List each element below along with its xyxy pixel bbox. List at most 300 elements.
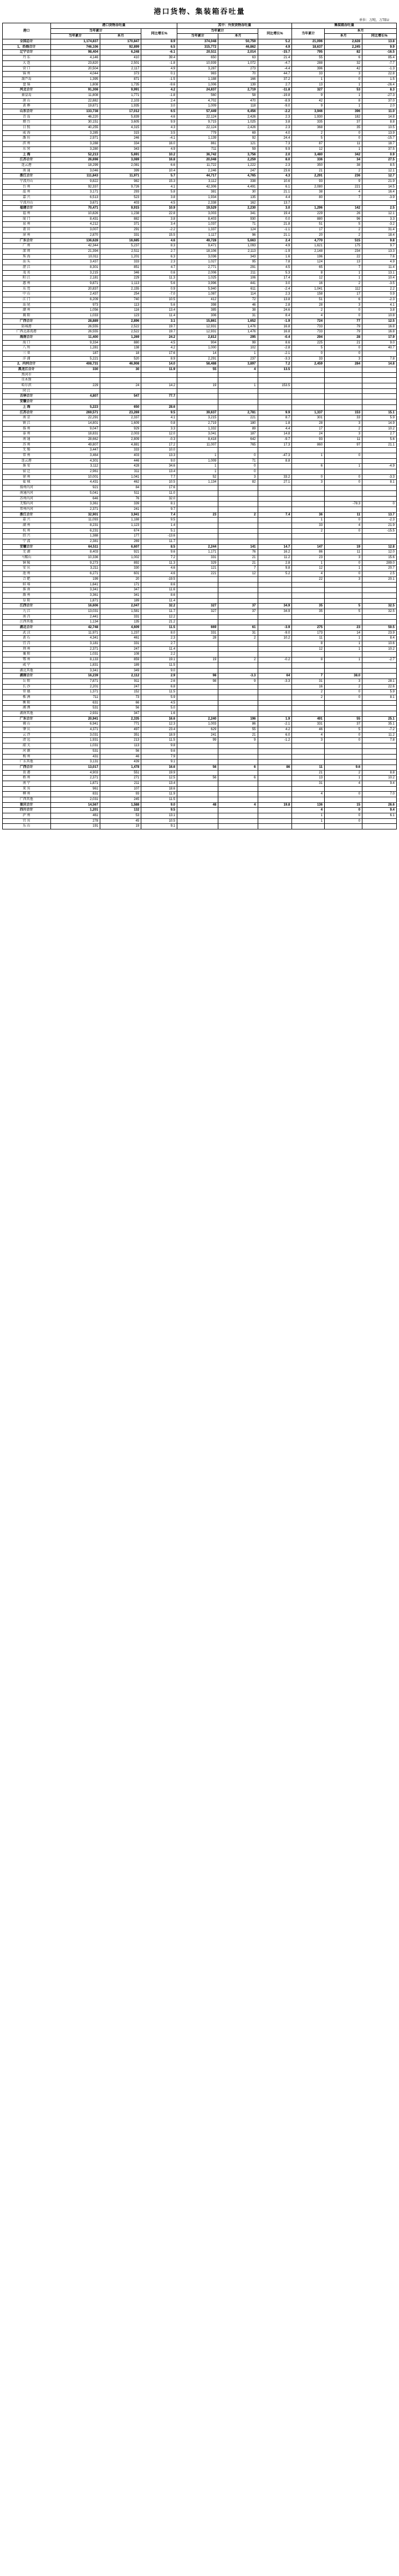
row-value: 2 [292,130,325,136]
row-value: 1,031 [50,652,100,657]
row-value: 225 [292,340,325,346]
row-value: 831 [50,792,100,797]
row-value: 646 [50,496,100,502]
row-value: 1 [325,104,362,109]
row-value: 141 [218,544,258,550]
row-value [258,760,292,765]
row-value [177,818,218,824]
row-value: 1,808 [50,82,100,88]
row-value: 14.0 [141,362,177,367]
row-value: 929 [100,426,141,432]
row-value: 20,504 [50,66,100,72]
row-label: 云 浮 [3,732,51,738]
row-value: 1,831 [50,662,100,668]
row-value: 23 [325,625,362,631]
table-row [3,786,397,792]
row-value: 7.7 [141,474,177,480]
row-value: -8.9 [258,98,292,104]
row-label: 广西合计 [3,765,51,770]
row-value: 3,112 [177,179,218,184]
row-value [177,695,218,700]
row-label: 防城港 [3,324,51,330]
row-value [362,662,397,668]
row-value: 2,628 [325,39,362,45]
row-value: 3.1 [141,318,177,324]
row-value: 3,112 [50,464,100,469]
row-value: 55 [325,716,362,722]
row-value: 31 [292,781,325,786]
row-value: -3.3 [258,679,292,684]
row-value: 11,007 [177,442,218,448]
table-row [3,732,397,738]
row-value: 28 [292,302,325,308]
row-value [362,786,397,792]
row-value: 153 [325,410,362,416]
row-value: 14,567 [50,802,100,808]
table-row [3,416,397,421]
row-label: 宜 昌 [3,641,51,647]
row-value: 11,971 [50,630,100,636]
row-value: 77.7 [141,394,177,399]
row-value: 10.8 [362,313,397,319]
row-value [362,797,397,803]
row-value: 4.5 [141,200,177,206]
row-value: 1,056 [50,308,100,313]
row-value: 19,529 [177,206,218,211]
header-foreign-cum-group: 当年累计 [177,28,258,34]
row-value: 289.0 [362,560,397,566]
row-value: 306 [177,313,218,319]
row-value [292,760,325,765]
table-row [3,485,397,491]
row-value: 80 [292,195,325,201]
table-row [3,378,397,383]
row-label: 湘 潭 [3,706,51,711]
row-value [258,646,292,652]
row-value: 1,871 [50,598,100,604]
row-value: 2 [218,657,258,663]
row-value: 560 [177,93,218,98]
row-value: 21.2 [141,620,177,625]
row-value: 20.1 [362,576,397,582]
row-value: 20,837 [50,286,100,292]
row-value: 59 [218,146,258,152]
row-value [218,770,258,776]
header-cargo-month: 本月 [100,34,141,39]
row-value: 880 [100,340,141,346]
row-value: 4,146 [50,55,100,61]
row-label: 河 源 [3,748,51,754]
row-value: 189 [100,662,141,668]
row-value: 2,014 [218,50,258,55]
row-value: 46,220 [50,114,100,120]
row-value [177,588,218,593]
row-value: 0 [325,313,362,319]
row-value: 39,637 [177,410,218,416]
row-value: 2,201 [50,684,100,690]
row-value: 441 [218,281,258,287]
row-value: 19 [325,544,362,550]
table-row [3,668,397,674]
row-value: -9.0 [258,104,292,109]
row-value: 531 [50,748,100,754]
table-row [3,114,397,120]
table-row [3,716,397,722]
row-value: 1,337 [177,227,218,233]
row-value: 6.5 [141,44,177,50]
row-value: -0.3 [141,437,177,442]
row-value: 396 [325,109,362,115]
row-value [218,662,258,668]
row-value: 33 [292,356,325,362]
row-value: 1,581 [100,609,141,614]
row-value: 1,478 [100,765,141,770]
row-label: 辽宁合计 [3,50,51,55]
row-value: 1,201 [50,808,100,813]
row-value [258,781,292,786]
row-value: 346 [100,270,141,276]
row-label: 黑河市 [3,372,51,378]
row-value: 3,605 [100,120,141,125]
row-value: 11.9 [141,367,177,373]
row-value: 36,742 [177,152,218,158]
table-row [3,158,397,163]
row-value: 35 [325,125,362,131]
row-value: 1,238 [100,211,141,217]
row-value: 1,027 [177,260,218,265]
row-value: 8 [292,270,325,276]
row-value: 4.4 [258,195,292,201]
row-value: 2,244 [177,544,218,550]
row-value: 9.0 [141,802,177,808]
row-value [218,620,258,625]
row-value [362,706,397,711]
row-value: 246 [100,136,141,141]
row-value: 8,231 [50,523,100,528]
row-value: 10.2 [362,776,397,781]
row-value: 28,889 [50,318,100,324]
row-value: -3.2 [362,222,397,227]
row-value: 6,941 [50,722,100,727]
row-value: 22 [325,254,362,260]
row-value: 0 [325,738,362,743]
row-value [325,458,362,464]
row-value: 341 [100,593,141,598]
row-value: 601 [100,571,141,577]
row-value: 7 [218,566,258,571]
row-value: 1.4 [141,523,177,528]
row-value: 1 [177,469,218,475]
row-value: 629 [177,727,218,733]
row-value: 15.1 [362,410,397,416]
table-row [3,770,397,776]
row-value: 5.2 [258,39,292,45]
row-value: 669 [177,625,218,631]
row-value: 2,719 [177,421,218,426]
row-value [177,754,218,760]
row-value: -9.7 [258,437,292,442]
row-value: 428 [100,464,141,469]
row-value: 23.4 [141,727,177,733]
row-value: 531 [50,706,100,711]
row-value [362,765,397,770]
row-value [177,598,218,604]
row-value: 0 [325,480,362,485]
row-value: 221 [325,184,362,190]
row-value: -19.5 [141,576,177,582]
table-row [3,480,397,485]
row-value: 18.4 [362,232,397,238]
row-value: 2 [325,770,362,776]
table-row [3,614,397,620]
table-row [3,630,397,636]
row-value: 11.9 [141,792,177,797]
row-value [292,662,325,668]
row-value: 44.7 [258,72,292,77]
header-group-foreign: 其中：外贸货物吞吐量 [177,23,292,29]
table-row [3,270,397,276]
row-value: 4 [292,792,325,797]
row-value: 2 [292,308,325,313]
row-value: 8.5 [141,544,177,550]
row-value: 11.5 [141,625,177,631]
table-row [3,206,397,211]
table-row [3,88,397,93]
row-value: 0.9 [362,292,397,297]
header-foreign-growth: 同比增长% [258,28,292,39]
row-value [258,641,292,647]
row-label: 泉 州 [3,222,51,227]
row-value: 37 [218,604,258,609]
row-label: 来 宾 [3,786,51,792]
row-value: 0.9 [362,152,397,158]
row-label: 广 州 [3,244,51,249]
row-label: 河北合计 [3,88,51,93]
row-value: 4.9 [362,260,397,265]
row-value [325,786,362,792]
row-value: 408,731 [50,362,100,367]
table-row [3,598,397,604]
row-value: 315,772 [177,44,218,50]
row-label: 汕 尾 [3,302,51,308]
row-value: 2,103 [100,98,141,104]
row-value: 13.1 [362,270,397,276]
row-value [362,824,397,829]
row-value: 861 [177,141,218,147]
table-row [3,453,397,459]
row-value: 2,381 [50,539,100,545]
row-label: 芜 湖 [3,550,51,555]
row-value: 17 [292,426,325,432]
row-value: 136 [292,802,325,808]
row-value: 4.9 [141,66,177,72]
row-value [177,539,218,545]
row-value: 1 [218,383,258,389]
row-value [177,620,218,625]
row-value: 2,006 [177,270,218,276]
row-value [177,743,218,749]
row-value: 860 [292,442,325,448]
row-value [292,378,325,383]
row-value: 107 [100,786,141,792]
row-value: 142 [325,206,362,211]
row-value: 38.0 [325,674,362,679]
row-label: 江苏合计 [3,410,51,416]
row-value [218,754,258,760]
row-value: 294 [292,335,325,340]
row-value [258,797,292,803]
row-value [141,372,177,378]
row-value: 1 [177,453,218,459]
row-value: -2.2 [258,109,292,115]
row-value: 6 [325,297,362,303]
row-value: -1.2 [258,738,292,743]
row-value: 15.6 [362,555,397,561]
row-value: 371 [100,222,141,227]
row-value [325,824,362,829]
row-value [258,378,292,383]
row-value [258,743,292,749]
row-value: 3,361 [50,502,100,507]
row-value [292,534,325,539]
row-value: 439 [100,760,141,765]
row-value: 327 [177,604,218,609]
row-value: 368 [292,125,325,131]
port-throughput-table [2,23,397,829]
row-value: 6.0 [258,732,292,738]
row-value [292,485,325,491]
table-row [3,216,397,222]
table-row [3,604,397,609]
row-value: 330 [50,367,100,373]
table-row [3,593,397,598]
row-value: 5.6 [141,281,177,287]
row-value: 4.6 [141,114,177,120]
row-value [292,614,325,620]
row-label: 广西其他 [3,797,51,803]
row-value: 5.7 [141,174,177,179]
row-value: 50,759 [218,39,258,45]
row-value: 973 [50,302,100,308]
row-value [258,485,292,491]
table-row [3,372,397,378]
row-value: 86 [218,722,258,727]
row-label: 黄 石 [3,636,51,641]
row-value: 7.6 [362,254,397,260]
table-row [3,141,397,147]
row-value: 98 [177,674,218,679]
row-value: 3.0 [141,104,177,109]
table-row [3,706,397,711]
row-value [362,404,397,410]
row-label: 池 州 [3,571,51,577]
row-value [292,539,325,545]
row-value: -3.3 [258,356,292,362]
row-value [177,496,218,502]
table-row [3,544,397,550]
row-value [325,754,362,760]
row-value: 2,031 [50,797,100,803]
row-value [258,690,292,695]
row-label: 海南合计 [3,335,51,340]
row-value: 1,588 [100,802,141,808]
row-value [218,646,258,652]
row-value: 11.4 [141,598,177,604]
table-row [3,318,397,324]
row-value: 14.7 [258,544,292,550]
row-label: 盘 锦 [3,82,51,88]
row-value: 7 [292,674,325,679]
row-value: 333 [100,448,141,453]
row-value: 56 [177,776,218,781]
row-value: 5 [325,604,362,609]
row-value: 1 [292,818,325,824]
table-row [3,388,397,394]
row-value: 46 [292,727,325,733]
row-value: 2,870 [50,232,100,238]
table-row [3,120,397,125]
row-value: 3,341 [50,588,100,593]
row-label: 烟 台 [3,120,51,125]
row-value: 96 [325,216,362,222]
row-label: 莆 田 [3,227,51,233]
row-value: -1.3 [362,66,397,72]
row-label: 宜 宾 [3,818,51,824]
row-value: 4 [325,190,362,195]
row-value: 19.4 [258,211,292,217]
table-row [3,302,397,308]
row-value: 1,134 [50,620,100,625]
row-value: 1,332 [177,426,218,432]
row-value: 470 [218,98,258,104]
row-value: 22,124 [177,114,218,120]
row-value: 1 [292,453,325,459]
row-value: 5.0 [141,706,177,711]
row-value: -1.5 [141,77,177,82]
row-value [218,507,258,512]
row-value: 13,031 [50,609,100,614]
row-value [325,711,362,717]
table-row [3,200,397,206]
row-value: 3,215 [177,416,218,421]
row-value: 4,431 [50,480,100,485]
row-value: 11.7 [141,609,177,614]
row-value: 4.7 [141,265,177,270]
row-value: 284 [325,362,362,367]
row-value [362,378,397,383]
row-value: 2,047 [100,604,141,609]
row-value: 7.8 [362,738,397,743]
row-value [292,502,325,507]
row-label: 无 锡 [3,448,51,453]
row-value: 10,939 [177,60,218,66]
row-value: 55 [218,727,258,733]
row-value: 23.6 [258,168,292,174]
row-label: 惠 州 [3,281,51,287]
row-value: 9,822 [50,179,100,184]
row-label: 常 州 [3,453,51,459]
row-value: 9.7 [141,507,177,512]
row-value [325,582,362,588]
row-value: -26.4 [362,82,397,88]
row-value: -0.4 [258,335,292,340]
row-value: 10,001 [50,474,100,480]
row-value: 9,871 [50,281,100,287]
row-value: 10.2 [258,636,292,641]
row-value: 30,151 [50,120,100,125]
row-value [325,200,362,206]
row-label: 南 昌 [3,614,51,620]
